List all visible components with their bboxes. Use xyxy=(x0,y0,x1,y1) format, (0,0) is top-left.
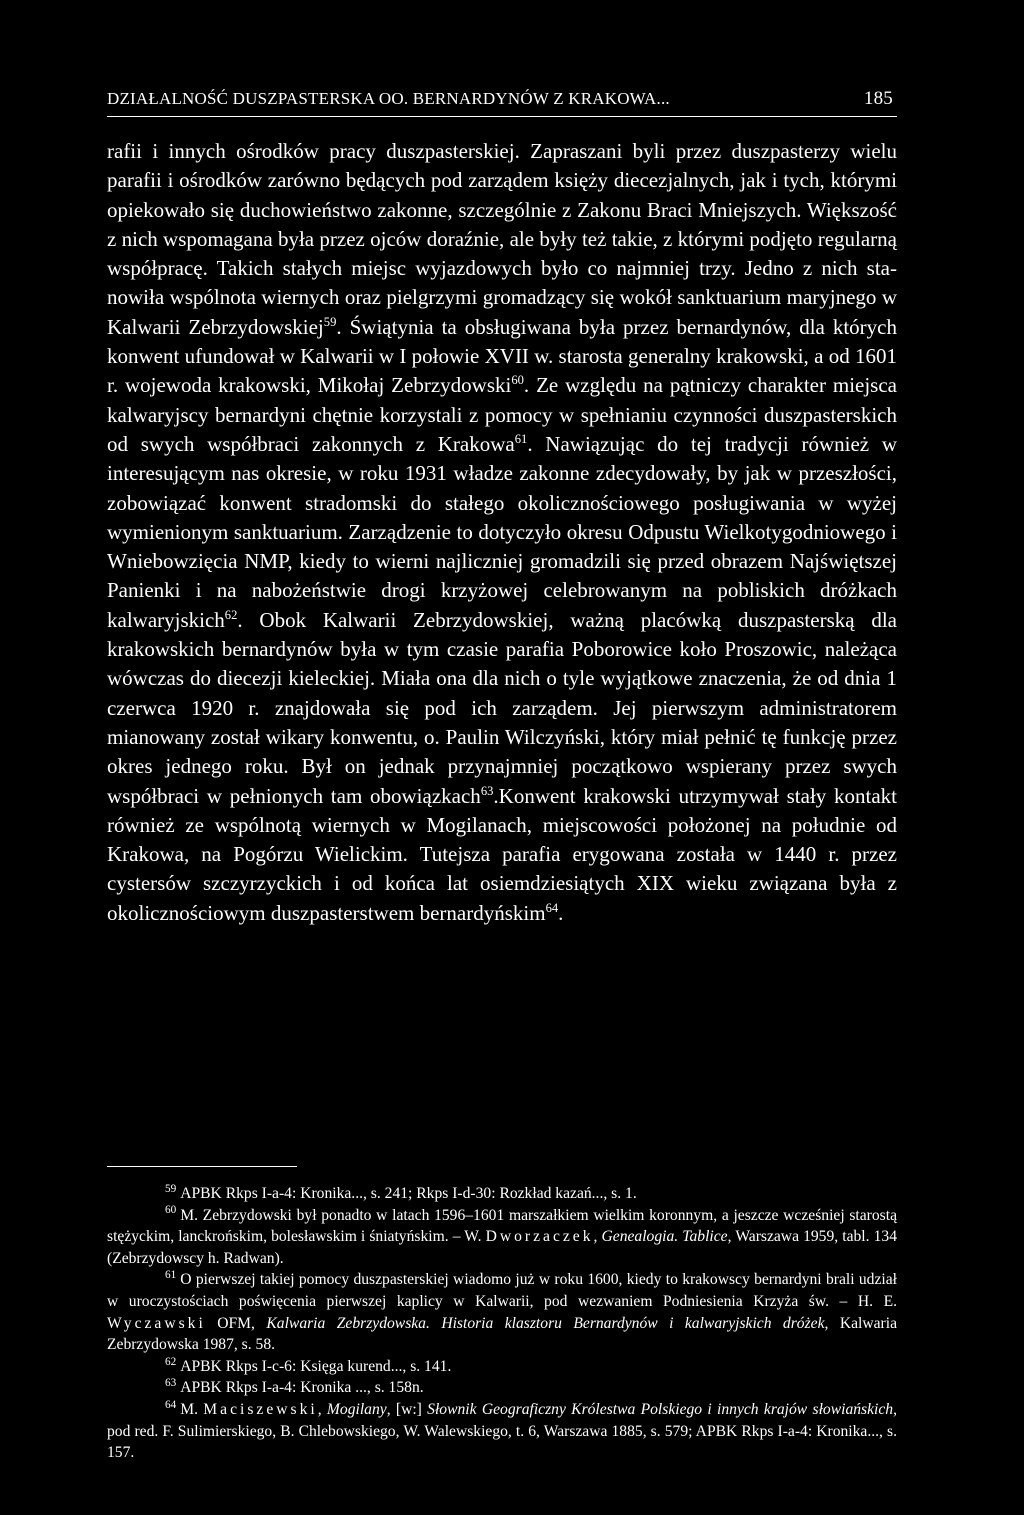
footnote-text: , xyxy=(593,1228,602,1246)
footnote-text: , pod red. F. Sulimierskiego, B. Chlebowskiego, W. Walewskiego, t. 6, Warszawa 1885, s. 579; APBK Rkps I-a-4: Kronika..., s. 157. xyxy=(107,1400,897,1462)
footnote-number: 61 xyxy=(165,1269,177,1282)
footnote-number: 64 xyxy=(165,1398,177,1411)
footnotes xyxy=(107,1183,897,1464)
body-text-6: .Konwent krakowski utrzymywał stały kontakt również ze wspólnotą wiernych w Mogilanach, miejscowości położonej na południe od Krakowa, na Pogórzu Wielickim. Tutejsza parafia erygowana została w 1440 r. przez cystersów szczyrzyckich i od końca lat osiemdziesiątych XIX wieku związana była z okolicznościowym duszpasterstwem bernardyńskim xyxy=(107,783,897,925)
footnote-text: APBK Rkps I-a-4: Kronika..., s. 241; Rkps I-d-30: Rozkład kazań..., s. 1. xyxy=(180,1185,637,1203)
footnote-number: 62 xyxy=(165,1355,177,1368)
footnote-text: M. Zebrzydowski był ponadto w latach 1596–1601 marszałkiem wielkim koronnym, a jeszcze wcześniej starostą stężyckim, lanckrońskim, bolesławskim i śniatyńskim. – W. xyxy=(107,1206,897,1246)
footnote-61 xyxy=(107,1269,897,1355)
document-page xyxy=(107,88,897,1464)
footnote-title: Słownik Geograficzny Królestwa Polskiego i innych krajów słowiańskich xyxy=(427,1400,894,1418)
footnote-title: Kalwaria Zebrzydowska. Historia klasztoru Bernardynów i kalwaryjskich dróżek xyxy=(266,1314,825,1332)
footnote-ref-64[interactable]: 64 xyxy=(545,900,559,915)
running-title: DZIAŁALNOŚĆ DUSZPASTERSKA OO. BERNARDYNÓW Z KRAKOWA... xyxy=(107,89,670,108)
footnote-text: APBK Rkps I-c-6: Księga kurend..., s. 141. xyxy=(180,1357,452,1375)
footnote-ref-60[interactable]: 60 xyxy=(511,373,524,388)
footnote-60 xyxy=(107,1205,897,1270)
body-text-2: . Świątynia ta obsługiwana była przez bernardynów, dla których konwent ufundował w Kalwarii w I połowie XVII w. starosta generalny krakowski, a od 1601 r. wojewoda krakowski, Mikołaj Zebrzydowski xyxy=(107,314,897,398)
footnote-text: , Kalwaria Zebrzydowska 1987, s. 58. xyxy=(107,1314,897,1354)
footnote-59 xyxy=(107,1183,897,1205)
body-text-7: . xyxy=(558,900,564,925)
running-header xyxy=(107,88,897,117)
footnote-ref-63[interactable]: 63 xyxy=(480,783,494,798)
footnote-text: APBK Rkps I-a-4: Kronika ..., s. 158n. xyxy=(180,1379,424,1397)
footnote-number: 60 xyxy=(165,1204,177,1217)
footnote-author: Wyczawski xyxy=(107,1314,206,1332)
footnote-number: 59 xyxy=(165,1182,177,1195)
body-text-3: . Ze względu na pątniczy charakter miejsca kalwaryjscy bernardyni chętnie korzystali z pomocy w spełnianiu czynności duszpasterskich od swych współbraci zakonnych z Krakowa xyxy=(107,373,897,456)
footnote-text: O pierwszej takiej pomocy duszpasterskiej wiadomo już w roku 1600, kiedy to krakowscy bernardyni brali udział w uroczystościach poświęcenia pierwszej kaplicy w Kalwarii, pod wezwaniem Podniesienia Krzyża św. – H. E. xyxy=(107,1271,897,1310)
body-paragraph xyxy=(107,137,897,928)
footnote-ref-62[interactable]: 62 xyxy=(224,607,238,622)
footnote-text: , Warszawa 1959, tabl. 134 (Zebrzydowscy h. Radwan). xyxy=(107,1228,898,1267)
footnote-number: 63 xyxy=(165,1377,177,1390)
footnote-title: Genealogia. Tablice xyxy=(601,1228,728,1246)
footnote-author: Maciszewski xyxy=(203,1400,318,1418)
footnote-text: OFM, xyxy=(205,1314,267,1332)
body-text-1: rafii i innych ośrodków pracy duszpasterskiej. Zapraszani byli przez duszpasterzy wielu parafii i ośrodków zarówno będących pod zarządem księży diecezjalnych, jak i tych, którymi opiekowało się duchowieństwo zakonne, szczególnie z Zakonu Braci Mniejszych. Większość z nich wspomagana była przez ojców doraźnie, ale były też takie, z którymi podjęto regularną współpracę. Takich stałych miejsc wyjazdowych było co najmniej trzy. Jedno z nich stanowiła wspólnota wiernych oraz pielgrzymi gromadzący się wokół sanktuarium maryjnego w Kalwarii Zebrzydowskiej xyxy=(107,139,897,339)
footnote-author: Dworzaczek xyxy=(485,1228,594,1246)
footnote-63 xyxy=(107,1377,897,1399)
footnote-text: M. xyxy=(180,1400,204,1418)
footnote-title: Mogilany xyxy=(326,1400,387,1418)
footnote-divider xyxy=(107,1166,297,1167)
footnote-ref-61[interactable]: 61 xyxy=(514,431,528,446)
footnote-text: , [w:] xyxy=(386,1400,428,1418)
footnote-62 xyxy=(107,1356,897,1378)
footnote-64 xyxy=(107,1399,897,1464)
body-text-5: . Obok Kalwarii Zebrzydowskiej, ważną placówką duszpasterską dla krakowskich bernardynów była w tym czasie parafia Poborowice koło Proszowic, należąca wówczas do diecezji kieleckiej. Miała ona dla nich o tyle wyjątkowe znaczenia, że od dnia 1 czerwca 1920 r. znajdowała się pod ich zarządem. Jej pierwszym administratorem mianowany został wikary konwentu, o. Paulin Wilczyński, który miał pełnić tę funkcję przez okres jednego roku. Był on jednak przynajmniej początkowo wspierany przez swych współbraci w pełnionych tam obowiązkach xyxy=(107,607,897,808)
body-text-4: . Nawiązując do tej tradycji również w interesującym nas okresie, w roku 1931 władze zakonne zdecydowały, by jak w przeszłości, zobowiązać konwent stradomski do stałego okolicznościowego posługiwania w wyżej wymienionym sanktuarium. Zarządzenie to dotyczyło okresu Odpustu Wielkotygodniowego i Wniebowzięcia NMP, kiedy to wierni najliczniej gromadzili się przed obrazem Najświętszej Panienki i na nabożeństwie drogi krzyżowej celebrowanym na pobliskich dróżkach kalwaryjskich xyxy=(107,431,897,632)
footnote-text: , xyxy=(317,1400,327,1418)
footnote-ref-59[interactable]: 59 xyxy=(323,314,337,329)
page-number: 185 xyxy=(863,88,893,109)
